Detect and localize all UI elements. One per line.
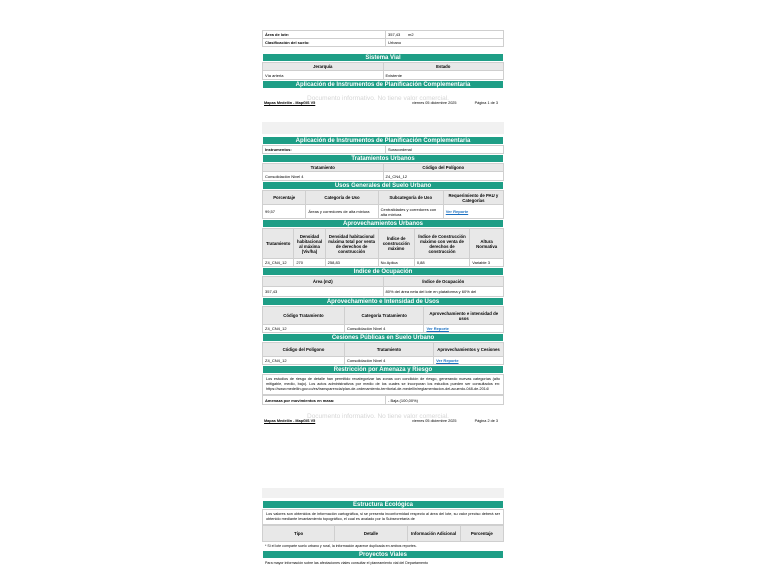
estructura-paragraph: Los valores son obtenidos de información cartográfica, si se presenta inconformidad respecto al área del lote, su valor preciso deberá ser obtenido mediante levantamiento topográfico, el cual es avalado por la Subsecretaría de [262,509,504,525]
usos-cell-2: Centralidades y corredores con alta mixtura [378,205,443,219]
usos-cell-0: 99,57 [263,205,306,219]
clasif-value: Urbano [386,39,504,47]
vial-jerarquia: Vía arteria [263,71,384,80]
clasif-label: Clasificación del suelo: [263,39,386,47]
footer-2-date: viernes 05 diciembre 2025 [412,419,457,423]
area-label: Área de lote: [263,31,386,39]
ocup-header-0: Área (m2) [263,277,384,287]
int-header-2: Aprovechamiento e intensidad de usos [424,307,504,325]
aprov-cell-1: 270 [294,259,325,267]
footer-1-title: Mapas Medellín - MapGIS V5 [264,101,316,105]
aprov-table [262,228,504,267]
trat-cell-0: Consolidación Nivel 4 [263,172,384,181]
intensidad-table [262,306,504,333]
amenaza-table [262,395,504,405]
aprov-header-0: Tratamiento [263,229,294,259]
amenaza-label: Amenaza por movimientos en masa: [263,396,386,405]
aplicacion-title-p2: Aplicación de Instrumentos de Planificación Complementaria [262,136,504,145]
aprov-header-2: Densidad habitacional máxima total por venta de derechos de construcción [325,229,378,259]
footer-2-title: Mapas Medellín - MapGIS V5 [264,419,316,423]
est-header-2: Información Adicional [407,526,460,542]
ocup-cell-1: 80% del área neta del lote en plataforma y 60% del [383,287,504,297]
aprov-header-1: Densidad habitacional al máxima (Viv/ha) [294,229,325,259]
cesiones-title: Cesiones Públicas en Suelo Urbano [262,333,504,342]
estructura-title: Estructura Ecológica [262,500,504,509]
proyectos-text: Para mayor información sobre las afectaciones viales consultar el planeamiento vial del Departamento [265,561,429,565]
est-header-0: Tipo [263,526,335,542]
aprov-title: Aprovechamientos Urbanos [262,219,504,228]
estructura-note: * Si el lote comparte suelo urbano y rural, la información aparece duplicada en ambos reportes. [265,544,417,548]
ces-header-2: Aprovechamientos y Cesiones [434,343,504,357]
ces-cell-1: Consolidación Nivel 4 [344,357,433,365]
usos-header-2: Subcategoría de Uso [378,191,443,205]
aprov-cell-0: Z4_CN4_12 [263,259,294,267]
footer-1-page: Página 1 de 3 [474,101,498,105]
cesiones-table [262,342,504,365]
area-number: 357,43 [388,32,401,37]
ces-header-1: Tratamiento [344,343,433,357]
area-value [386,31,504,39]
amenaza-title: Restricción por Amenaza y Riesgo [262,365,504,374]
watermark-1: Documento informativo. No tiene valor comercial. [307,95,449,102]
aprov-header-3: Índice de construcción máximo [378,229,414,259]
estado-header: Estado [383,63,504,71]
footer-page-1 [262,97,504,109]
aprov-cell-2: 258,83 [325,259,378,267]
ocupacion-table [262,276,504,297]
int-cell-0: Z4_CN4_12 [263,325,345,333]
ces-report-link[interactable]: Ver Reporte [434,357,504,365]
ces-cell-0: Z4_CN4_12 [263,357,345,365]
report-page-2 [262,136,504,486]
vial-estado: Existente [383,71,504,80]
instrumentos-label: Instrumentos: [263,146,386,154]
ces-header-0: Código del Polígono [263,343,345,357]
aprov-cell-5: Variable 3 [470,259,504,267]
page-separator [262,122,504,134]
aprov-cell-4: 0,88 [414,259,469,267]
aprov-cell-3: No Aplica [378,259,414,267]
usos-header-3: Requerimiento de PAU y Categorías [443,191,503,205]
ocup-header-1: Índice de Ocupación [383,277,504,287]
int-cell-1: Consolidación Nivel 4 [344,325,424,333]
intensidad-title: Aprovechamiento e Intensidad de Usos [262,297,504,306]
int-header-0: Código Tratamiento [263,307,345,325]
sistema-vial-title: Sistema Vial [262,53,504,62]
instrumentos-table [262,145,504,154]
instrumentos-value: Suracordenal [386,146,504,154]
jerarquia-header: Jerarquía [263,63,384,71]
int-header-1: Categoría Tratamiento [344,307,424,325]
ocup-cell-0: 357,43 [263,287,384,297]
tratamientos-table [262,163,504,181]
estructura-table [262,525,504,542]
report-page-3 [262,500,504,576]
proyectos-title: Proyectos Viales [262,550,504,559]
usos-cell-1: Áreas y corredores de alta mixtura [306,205,378,219]
aprov-header-5: Altura Normativa [470,229,504,259]
footer-2-page: Página 2 de 3 [474,419,498,423]
trat-header-0: Tratamiento [263,164,384,172]
est-header-1: Detalle [335,526,407,542]
trat-cell-1: Z4_CN4_12 [383,172,504,181]
lot-info-table [262,30,504,47]
ocupacion-title: Indice de Ocupación [262,267,504,276]
aprov-header-4: Índice de Construcción máximo con venta de derechos de construcción [414,229,469,259]
report-page-1 [262,30,504,118]
area-unit: m2 [408,32,414,37]
aplicacion-title-p1: Aplicación de Instrumentos de Planificación Complementaria [262,80,504,89]
est-header-3: Porcentaje [460,526,503,542]
usos-table [262,190,504,219]
page-separator-2 [262,488,504,498]
usos-header-1: Categoría de Uso [306,191,378,205]
amenaza-paragraph: Los estudios de riesgo de detalle han permitido recategorizar las zonas con condición de riesgo, generando nuevas categorías (alto mitigable, medio, bajo). Los actos administrativos por medio de los cuales se incorporan los estudios pueden ser consultados en: https://www.medellin.gov.co/es/transparencia/plan-de-ordenamiento-territorial-de-medellin/reglamentacion-del-acuerdo-048-de-2014/ [262,374,504,395]
usos-title: Usos Generales del Suelo Urbano [262,181,504,190]
tratamientos-title: Tratamientos Urbanos [262,154,504,163]
footer-page-2 [262,415,504,427]
trat-header-1: Código del Polígono [383,164,504,172]
usos-report-link[interactable]: Ver Reporte [443,205,503,219]
usos-header-0: Porcentaje [263,191,306,205]
watermark-2: Documento informativo. No tiene valor comercial. [307,413,449,420]
footer-1-date: viernes 05 diciembre 2025 [412,101,457,105]
amenaza-value: - Baja (100,00%) [386,396,504,405]
int-report-link[interactable]: Ver Reporte [424,325,504,333]
vial-table [262,62,504,80]
